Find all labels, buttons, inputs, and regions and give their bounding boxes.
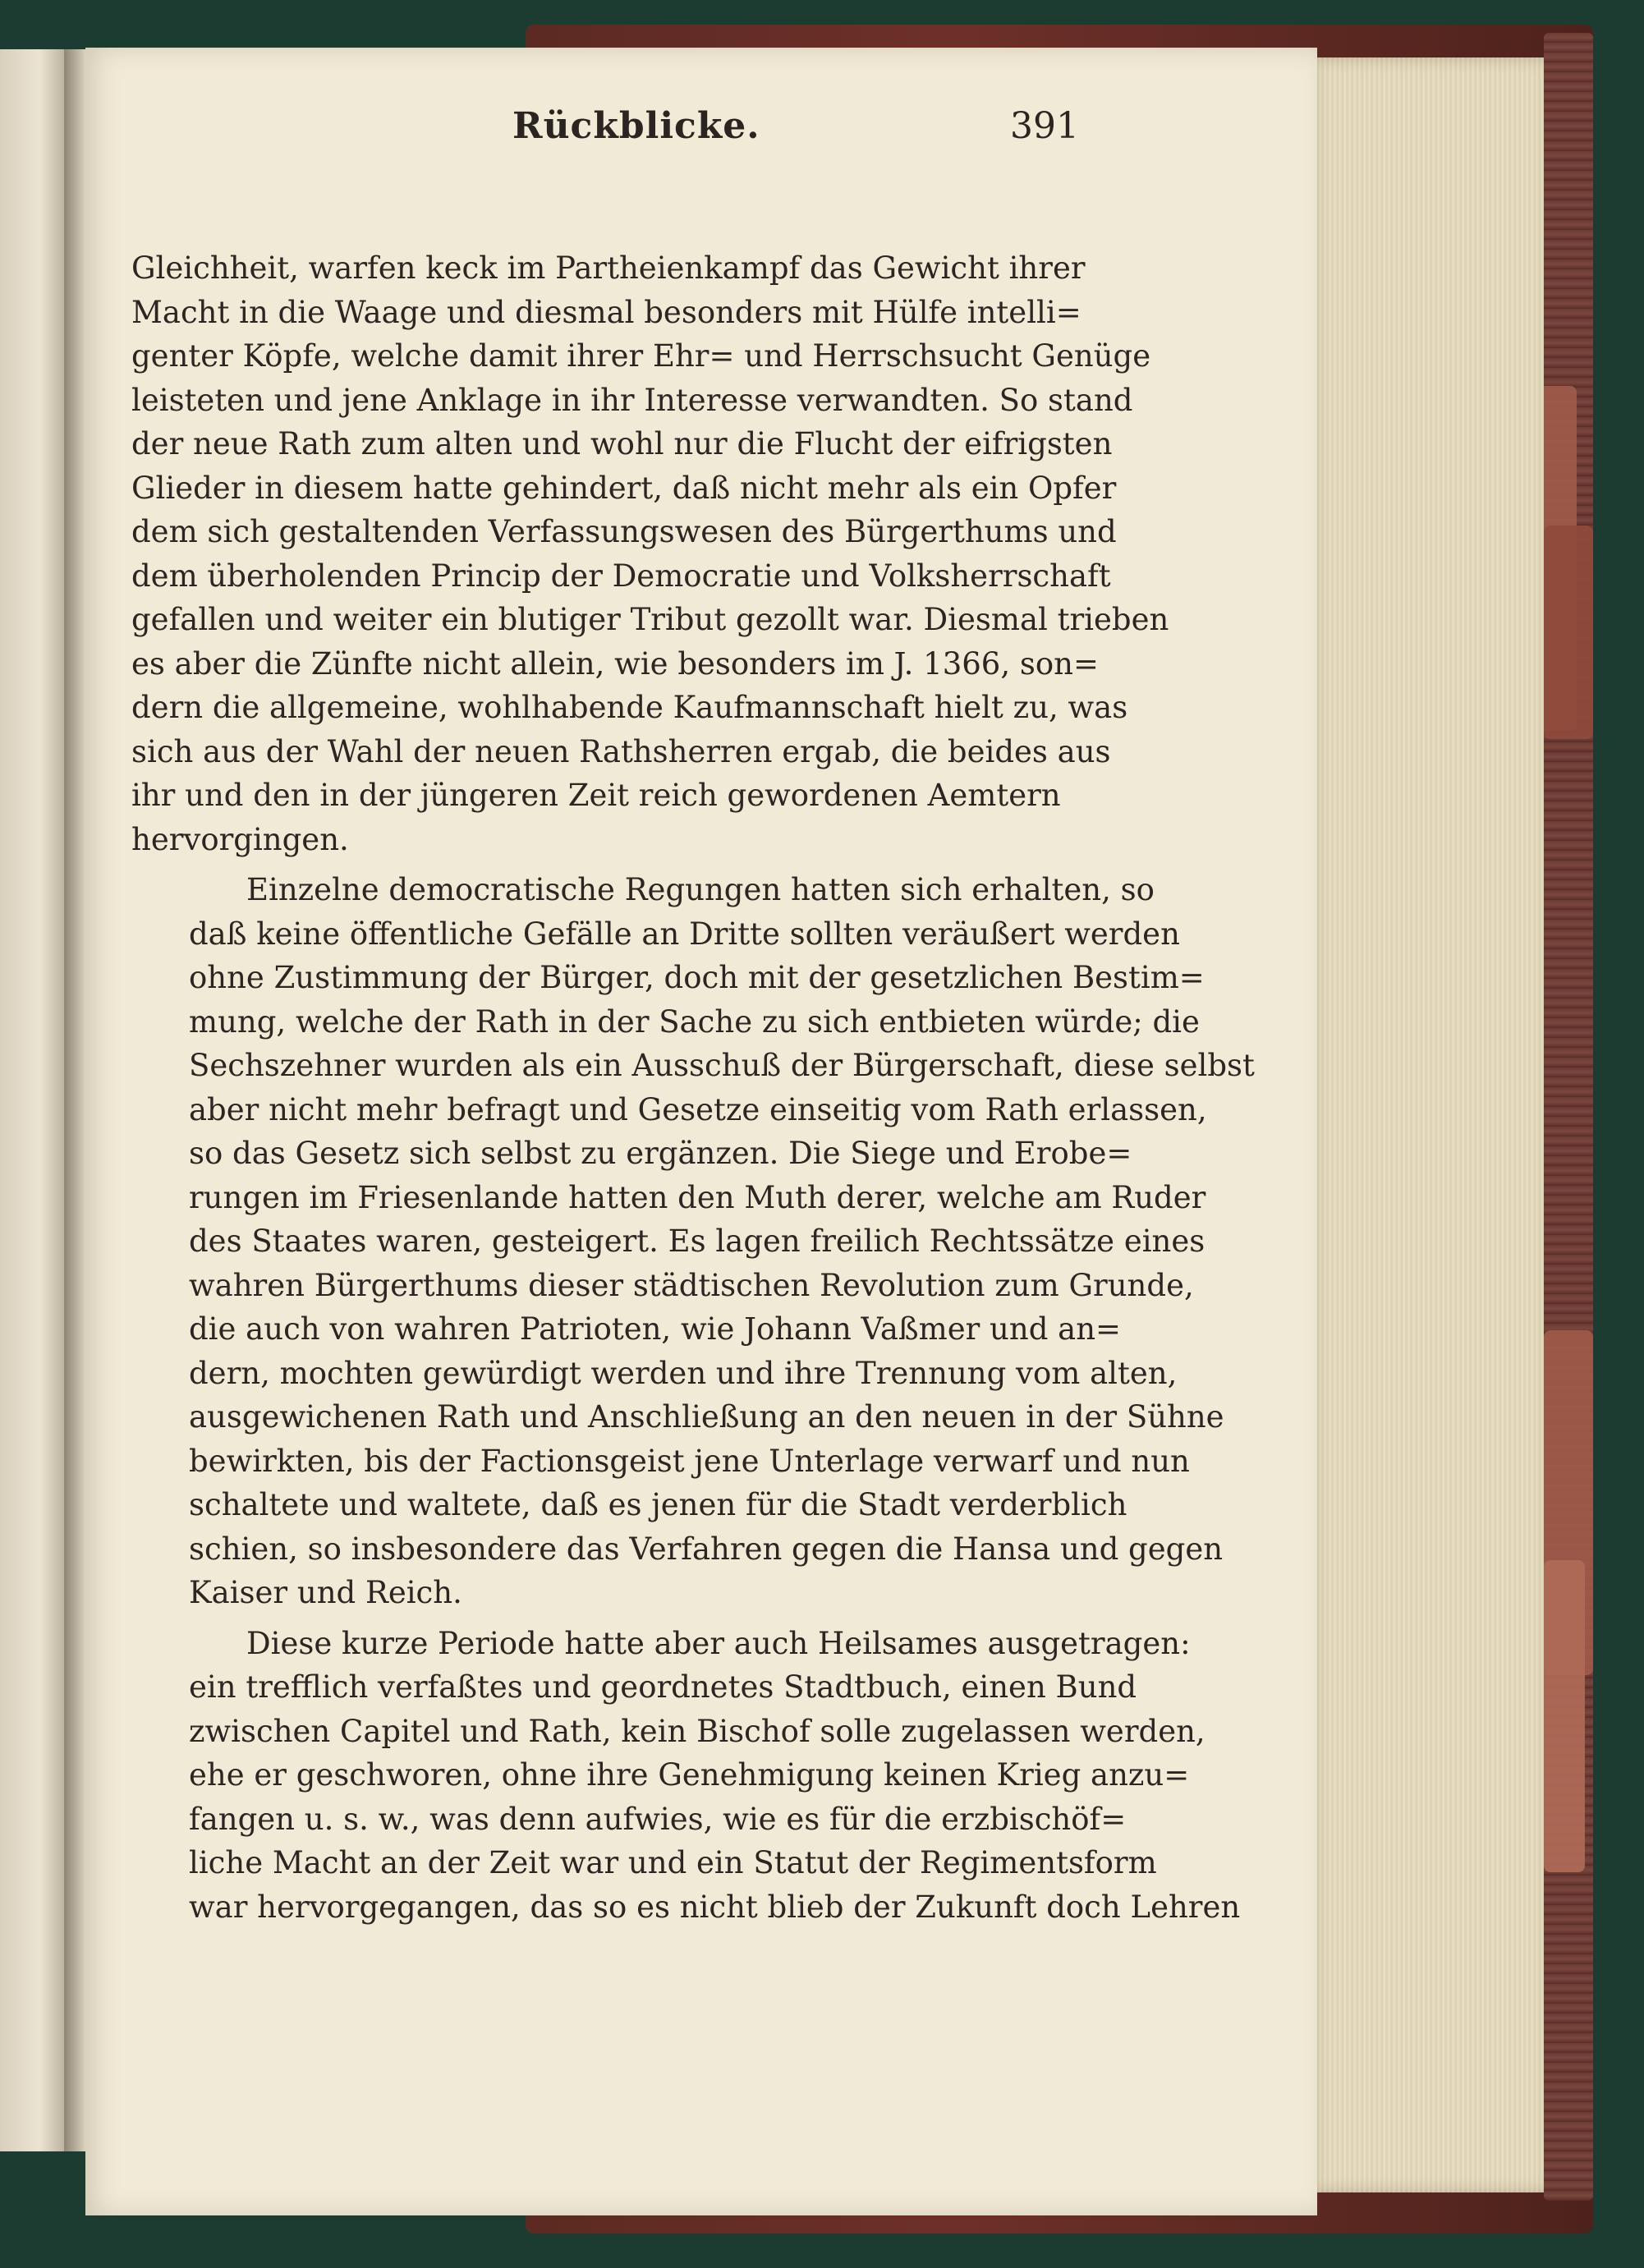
- text-line: zwischen Capitel und Rath, kein Bischof solle zugelassen werden,: [189, 1713, 1205, 1749]
- text-line: gefallen und weiter ein blutiger Tribut gezollt war. Diesmal trieben: [131, 602, 1169, 637]
- text-line: ein trefflich verfaßtes und geordnetes Stadtbuch, einen Bund: [189, 1669, 1137, 1705]
- text-line: Kaiser und Reich.: [189, 1575, 462, 1610]
- page-block-edges: [1306, 57, 1544, 2192]
- running-title: Rückblicke.: [512, 105, 760, 147]
- text-line: sich aus der Wahl der neuen Rathsherren ergab, die beides aus: [131, 733, 1111, 769]
- body-text: [131, 246, 1255, 1935]
- text-line: ohne Zustimmung der Bürger, doch mit der gesetzlichen Bestim=: [189, 960, 1205, 995]
- text-line: daß keine öffentliche Gefälle an Dritte sollten veräußert werden: [189, 916, 1180, 952]
- book-spine-edge: [1544, 33, 1593, 2201]
- text-line: der neue Rath zum alten und wohl nur die Flucht der eifrigsten: [131, 426, 1113, 461]
- text-line: ausgewichenen Rath und Anschließung an den neuen in der Sühne: [189, 1399, 1224, 1435]
- text-line: die auch von wahren Patrioten, wie Johann Vaßmer und an=: [189, 1311, 1122, 1347]
- text-line: ihr und den in der jüngeren Zeit reich gewordenen Aemtern: [131, 778, 1061, 813]
- text-line: Gleichheit, warfen keck im Partheienkampf das Gewicht ihrer: [131, 250, 1086, 286]
- text-line: Einzelne democratische Regungen hatten sich erhalten, so: [246, 872, 1155, 907]
- text-line: hervorgingen.: [131, 821, 349, 857]
- text-line: dem überholenden Princip der Democratie und Volksherrschaft: [131, 558, 1111, 594]
- text-line: dem sich gestaltenden Verfassungswesen des Bürgerthums und: [131, 514, 1117, 549]
- paragraph: [131, 868, 1255, 1615]
- text-line: dern, mochten gewürdigt werden und ihre Trennung vom alten,: [189, 1355, 1178, 1391]
- text-line: Diese kurze Periode hatte aber auch Heilsames ausgetragen:: [246, 1625, 1191, 1661]
- page-number: 391: [1010, 105, 1079, 147]
- text-line: leisteten und jene Anklage in ihr Interesse verwandten. So stand: [131, 382, 1133, 418]
- cover-tab: [1544, 526, 1593, 739]
- text-line: aber nicht mehr befragt und Gesetze einseitig vom Rath erlassen,: [189, 1091, 1207, 1127]
- page-header: [85, 105, 1079, 163]
- text-line: bewirkten, bis der Factionsgeist jene Unterlage verwarf und nun: [189, 1443, 1190, 1479]
- text-line: rungen im Friesenlande hatten den Muth derer, welche am Ruder: [189, 1179, 1206, 1215]
- text-line: Glieder in diesem hatte gehindert, daß nicht mehr als ein Opfer: [131, 470, 1117, 506]
- text-line: es aber die Zünfte nicht allein, wie besonders im J. 1366, son=: [131, 645, 1099, 682]
- text-line: fangen u. s. w., was denn aufwies, wie es für die erzbischöf=: [189, 1801, 1127, 1837]
- text-line: schien, so insbesondere das Verfahren gegen die Hansa und gegen: [189, 1531, 1224, 1567]
- text-line: dern die allgemeine, wohlhabende Kaufmannschaft hielt zu, was: [131, 690, 1128, 725]
- text-line: des Staates waren, gesteigert. Es lagen freilich Rechtssätze eines: [189, 1224, 1205, 1259]
- text-line: war hervorgegangen, das so es nicht blieb der Zukunft doch Lehren: [189, 1889, 1241, 1925]
- cover-tab: [1544, 1560, 1585, 1872]
- text-line: Macht in die Waage und diesmal besonders mit Hülfe intelli=: [131, 294, 1081, 330]
- text-line: Sechszehner wurden als ein Ausschuß der Bürgerschaft, diese selbst: [189, 1048, 1255, 1083]
- text-line: liche Macht an der Zeit war und ein Statut der Regimentsform: [189, 1845, 1157, 1880]
- text-line: genter Köpfe, welche damit ihrer Ehr= und Herrschsucht Genüge: [131, 338, 1151, 374]
- left-page-edge: [0, 49, 66, 2151]
- paragraph: [131, 246, 1169, 861]
- text-line: wahren Bürgerthums dieser städtischen Revolution zum Grunde,: [189, 1267, 1194, 1303]
- paragraph: [131, 1622, 1241, 1930]
- text-line: ehe er geschworen, ohne ihre Genehmigung keinen Krieg anzu=: [189, 1757, 1190, 1793]
- text-line: so das Gesetz sich selbst zu ergänzen. Die Siege und Erobe=: [189, 1136, 1132, 1171]
- text-line: schaltete und waltete, daß es jenen für die Stadt verderblich: [189, 1487, 1127, 1522]
- text-line: mung, welche der Rath in der Sache zu sich entbieten würde; die: [189, 1003, 1200, 1040]
